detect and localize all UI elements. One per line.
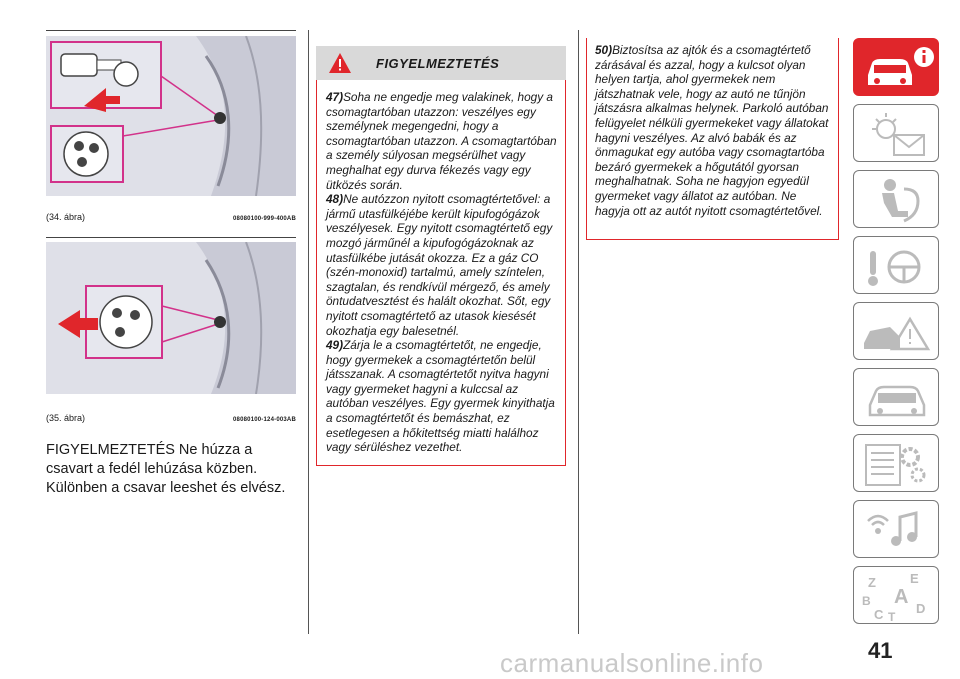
figure-35-rule	[46, 237, 296, 238]
nav-tab-starting-driving[interactable]	[853, 236, 939, 294]
figure-caption-label: (35. ábra)	[46, 413, 86, 423]
warning-triangle-icon	[328, 52, 352, 74]
figure-35-illustration	[46, 242, 296, 394]
watermark: carmanualsonline.info	[500, 648, 764, 678]
car-warning-icon	[854, 303, 940, 361]
index-letter: Z	[868, 575, 876, 590]
key-steering-wheel-icon	[854, 237, 940, 295]
column-divider-left	[308, 30, 309, 634]
nav-tab-index[interactable]	[853, 566, 939, 624]
warning-title: FIGYELMEZTETÉS	[376, 56, 500, 71]
warning-item-47: 47)Soha ne engedje meg valakinek, hogy a csomagtartóban utazzon: veszélyes egy személynek megengedni, hogy a csomagtartóban utazzon. A csomagtartóban a személy súlyosan megsérülhet vagy meghalhat egy durva fékezés vagy egy ütközés során.	[326, 90, 557, 192]
nav-tab-car-info[interactable]	[853, 38, 939, 96]
warning-item-49: 49)Zárja le a csomagtértetőt, ne engedje, hogy gyermekek a csomagtértetőn belül játsszanak. A csomagtértetőt nyitva hagyni vagy gyermeket hagyni a kulccsal az autóban veszélyes. Egy gyermek kinyithatja a csomagtértetőt és bemászhat, ez esetlegesen a hőkitettség miatti halálhoz vagy sérüléshez vezethet.	[326, 338, 555, 455]
seat-safety-icon	[854, 171, 940, 229]
figure-34-illustration	[46, 36, 296, 196]
car-info-icon	[854, 39, 940, 97]
multimedia-icon	[854, 501, 940, 559]
index-letter: A	[894, 586, 909, 608]
figure-caption-label: (34. ábra)	[46, 212, 86, 222]
warning-item-48: 48)Ne autózzon nyitott csomagtértetővel: a jármű utasfülkéjébe került kipufogógázok veszélyesek. Egy nyitott csomagtértető egy mozgó járműnél a kipufogógázoknak az utasfülkébe jutását okozza. Ez a gáz CO (szén-monoxid) tartalmú, amely színtelen, szagtalan, és rendkívül mérgező, és amely öntudatvesztést és halált okozhat. Sőt, egy nyitott csomagtértető az utasok kiesését okozhatja egy balesetnél.	[326, 192, 553, 338]
figure-code: 08080100-124-003AB	[233, 417, 296, 423]
index-letter: C	[874, 607, 884, 622]
warning-item-50: 50)Biztosítsa az ajtók és a csomagtértető zárásával és azzal, hogy a kulcsot olyan helyen tartja, ahol gyermekek nem játszhatnak vele, hogy az autó ne tűnjön játszásra alkalmas helynek. Parkoló autóban felügyelet nélküli gyermekeket vagy állatokat hagyni veszélyes. Az alvó babák és az önmagukat egy autóba vagy csomagtartóba bezáró gyermekek a hőgutától gyorsan meghalhatnak. Soha ne hagyjon egyedül gyermeket vagy állatot az autóban. Ne hagyja ott az autót nyitott csomagtértetővel.	[595, 43, 829, 218]
dashboard-lights-icon	[854, 105, 940, 163]
figure-34-rule	[46, 30, 296, 31]
nav-tab-safety[interactable]	[853, 170, 939, 228]
alphabetical-index-icon	[854, 567, 940, 625]
nav-tab-dashboard[interactable]	[853, 104, 939, 162]
warning-box-continued	[586, 38, 839, 240]
index-letter: D	[916, 601, 926, 616]
nav-tab-multimedia[interactable]	[853, 500, 939, 558]
warning-box	[316, 80, 566, 466]
body-paragraph: FIGYELMEZTETÉS Ne húzza a csavart a fedél lehúzása közben. Különben a csavar leeshet és elvész.	[46, 442, 286, 496]
nav-tab-maintenance[interactable]	[853, 368, 939, 426]
page-number: 41	[868, 638, 893, 663]
warning-header	[316, 46, 566, 80]
technical-data-icon	[854, 435, 940, 493]
car-service-icon	[854, 369, 940, 427]
index-letter: B	[862, 594, 871, 608]
figure-34-caption	[46, 212, 296, 222]
nav-tab-emergency[interactable]	[853, 302, 939, 360]
column-divider-right	[578, 30, 579, 634]
nav-tab-technical-data[interactable]	[853, 434, 939, 492]
index-letter: T	[888, 610, 896, 624]
index-letter: E	[910, 571, 919, 586]
figure-35-caption	[46, 413, 296, 423]
figure-code: 08080100-999-400AB	[233, 216, 296, 222]
